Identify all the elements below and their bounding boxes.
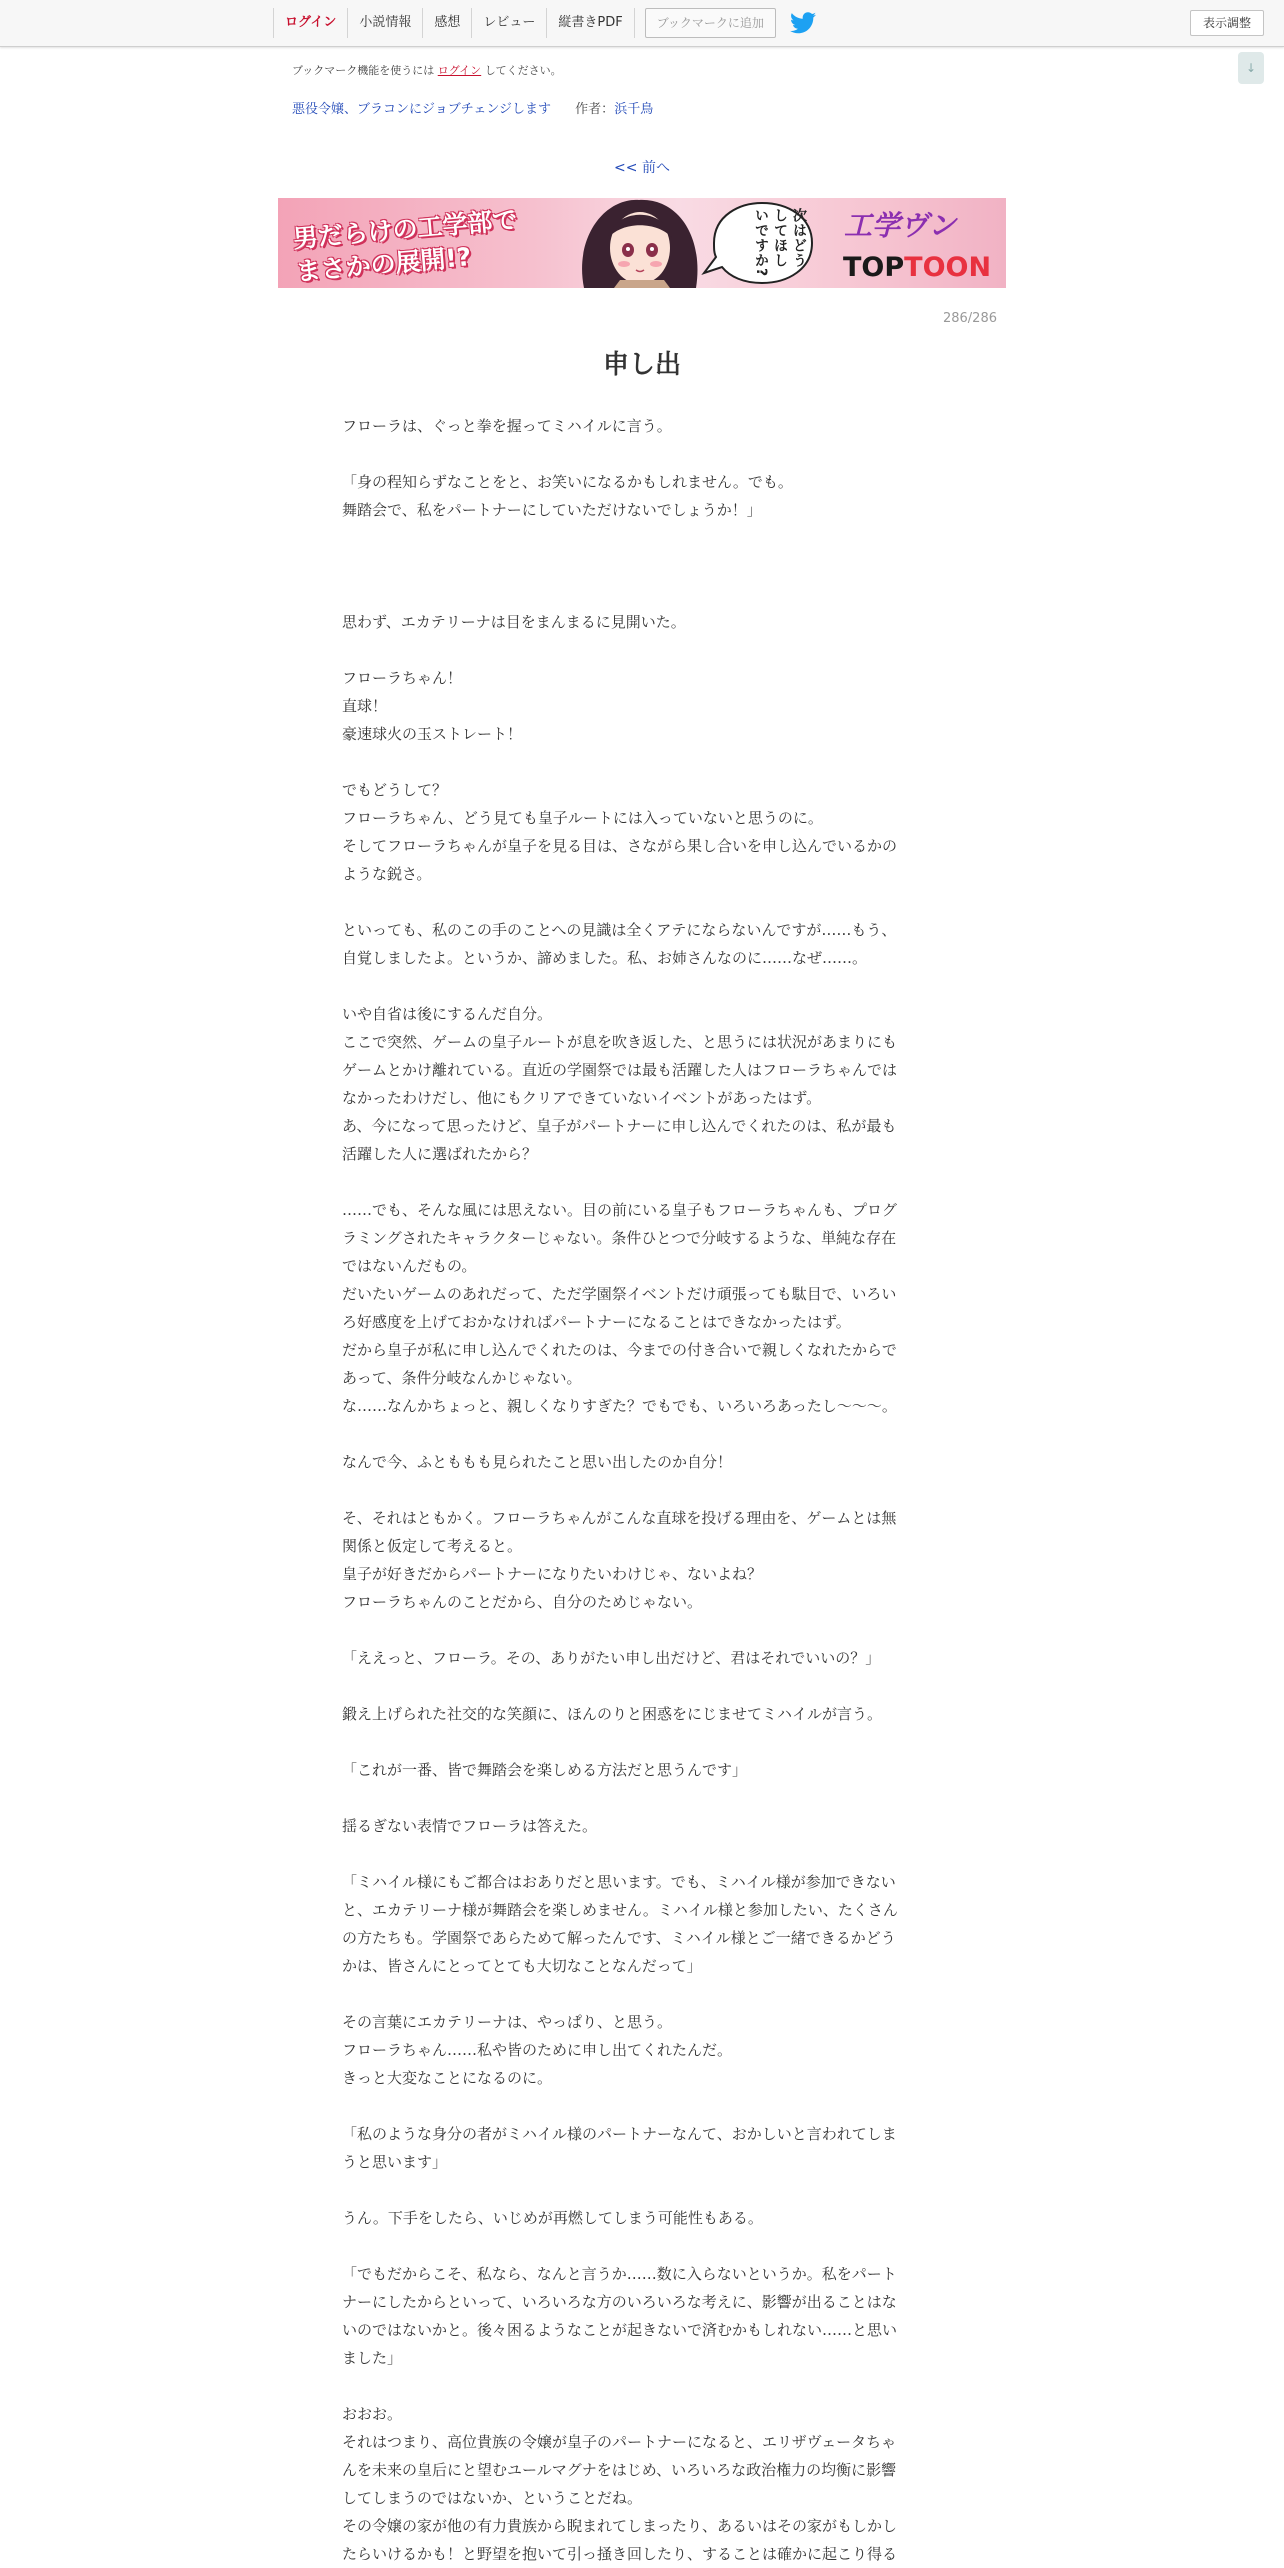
body-text-line: その言葉にエカテリーナは、やっぱり、と思う。 <box>342 2013 673 2031</box>
bookmark-add-button[interactable]: ブックマークに追加 <box>645 8 776 38</box>
banner-headline <box>292 202 537 288</box>
body-blank-line <box>342 636 942 664</box>
toptoon-logo-toon: TOON <box>904 252 992 283</box>
login-link[interactable]: ログイン <box>273 8 347 38</box>
page-counter: 286/286 <box>942 311 997 326</box>
body-text-line: なかったわけだし、他にもクリアできていないイベントがあったはず。 <box>342 1089 822 1107</box>
body-text-line: それはつまり、高位貴族の令嬢が皇子のパートナーになると、エリザヴェータちゃ <box>342 2433 897 2451</box>
body-text-line: たらいけるかも！と野望を抱いて引っ掻き回したり、することは確かに起こり得る <box>342 2545 898 2563</box>
banner-headline-line2: まさかの展開!? <box>294 242 473 287</box>
body-text-line: ろ好感度を上げておかなければパートナーになることはできなかったはず。 <box>342 1313 851 1331</box>
body-text-line: といっても、私のこの手のことへの見識は全くアテにならないんですが……もう、 <box>342 921 897 939</box>
author-label: 作者： <box>575 102 615 117</box>
body-text-line: 「ええっと、フローラ。その、ありがたい申し出だけど、君はそれでいいの？」 <box>342 1649 881 1667</box>
body-text-line: ような鋭さ。 <box>342 865 432 883</box>
body-blank-line <box>342 748 942 776</box>
body-text-line: うと思います」 <box>342 2153 448 2171</box>
novel-title-link[interactable]: 悪役令嬢、ブラコンにジョブチェンジします <box>292 102 552 117</box>
body-text-line: 「ミハイル様にもご都合はおありだと思います。でも、ミハイル様が参加できない <box>342 1873 896 1891</box>
chapter-title: 申し出 <box>602 350 681 380</box>
display-settings-button[interactable]: 表示調整 <box>1190 10 1264 36</box>
body-text-line: なんで今、ふとももも見られたこと思い出したのか自分！ <box>342 1453 733 1471</box>
body-text-line: きっと大変なことになるのに。 <box>342 2069 553 2087</box>
banner-bubble-text: 次はどうしてほしいですか? <box>753 208 807 278</box>
body-text-line: 「身の程知らずなことをと、お笑いになるかもしれません。でも。 <box>342 473 793 491</box>
body-blank-line <box>342 2176 942 2204</box>
body-text-line: 思わず、エカテリーナは目をまんまるに見開いた。 <box>342 613 686 631</box>
body-blank-line <box>342 1784 942 1812</box>
top-nav-menu <box>273 0 816 46</box>
body-blank-line <box>342 552 942 580</box>
body-text-line: の方たちも。学園祭であらためて解ったんです、ミハイル様とご一緒できるかどう <box>342 1929 896 1947</box>
body-text-line: 鍛え上げられた社交的な笑顔に、ほんのりと困惑をにじませてミハイルが言う。 <box>342 1705 883 1723</box>
author-link[interactable]: 浜千鳥 <box>614 102 654 117</box>
ad-banner[interactable] <box>278 198 1006 288</box>
notice-text-before: ブックマーク機能を使うには <box>292 64 435 77</box>
twitter-bird-icon[interactable] <box>790 12 816 34</box>
body-text-line: ……でも、そんな風には思えない。目の前にいる皇子もフローラちゃんも、プログ <box>342 1201 898 1219</box>
body-text-line: 直球！ <box>342 697 388 715</box>
banner-brand-title: 工学ヴン <box>844 209 957 242</box>
body-text-line: うん。下手をしたら、いじめが再燃してしまう可能性もある。 <box>342 2209 763 2227</box>
review-link[interactable]: レビュー <box>471 8 546 38</box>
body-blank-line <box>342 1840 942 1868</box>
scroll-down-tab[interactable]: ↓ <box>1238 52 1264 84</box>
body-text-line: してしまうのではないか、ということだね。 <box>342 2489 643 2507</box>
banner-character-image <box>564 198 714 288</box>
body-text-line: ではないんだもの。 <box>342 1257 477 1275</box>
body-blank-line <box>342 1420 942 1448</box>
body-text-line: おおお。 <box>342 2405 403 2423</box>
body-text-line: 「これが一番、皆で舞踏会を楽しめる方法だと思うんです」 <box>342 1761 748 1779</box>
body-text-line: そ、それはともかく。フローラちゃんがこんな直球を投げる理由を、ゲームとは無 <box>342 1509 897 1527</box>
body-text-line: 皇子が好きだからパートナーになりたいわけじゃ、ないよね？ <box>342 1565 763 1583</box>
body-blank-line <box>342 1672 942 1700</box>
body-text-line: フローラは、ぐっと拳を握ってミハイルに言う。 <box>342 417 672 435</box>
body-blank-line <box>342 1616 942 1644</box>
body-blank-line <box>342 580 942 608</box>
body-text-line: 活躍した人に選ばれたから？ <box>342 1145 538 1163</box>
body-blank-line <box>342 1168 942 1196</box>
prev-page-link[interactable]: << 前へ <box>614 160 670 176</box>
body-text-line: でもどうして？ <box>342 781 448 799</box>
body-text-line: いや自省は後にするんだ自分。 <box>342 1005 553 1023</box>
body-blank-line <box>342 2092 942 2120</box>
notice-login-link[interactable]: ログイン <box>437 64 482 77</box>
body-text-line: 自覚しましたよ。というか、諦めました。私、お姉さんなのに……なぜ……。 <box>342 949 868 967</box>
body-text-line: フローラちゃん、どう見ても皇子ルートには入っていないと思うのに。 <box>342 809 823 827</box>
body-text-line: ました」 <box>342 2349 403 2367</box>
toptoon-logo-top: TOP <box>843 252 905 283</box>
body-text-line: フローラちゃんのことだから、自分のためじゃない。 <box>342 1593 703 1611</box>
body-text-line: 舞踏会で、私をパートナーにしていただけないでしょうか！」 <box>342 501 762 519</box>
banner-headline-line1: 男だらけの工学部で <box>291 204 519 254</box>
novel-header <box>292 98 653 117</box>
impressions-link[interactable]: 感想 <box>422 8 471 38</box>
body-text-line: ナーにしたからといって、いろいろな方のいろいろな考えに、影響が出ることはな <box>342 2293 897 2311</box>
body-blank-line <box>342 1476 942 1504</box>
body-text-line: だから皇子が私に申し込んでくれたのは、今までの付き合いで親しくなれたからで <box>342 1341 897 1359</box>
body-text-line: ここで突然、ゲームの皇子ルートが息を吹き返した、と思うには状況があまりにも <box>342 1033 898 1051</box>
body-text-line: そしてフローラちゃんが皇子を見る目は、さながら果し合いを申し込んでいるかの <box>342 837 898 855</box>
body-text-line: 揺るぎない表情でフローラは答えた。 <box>342 1817 598 1835</box>
novel-info-link[interactable]: 小説情報 <box>347 8 422 38</box>
top-navigation-bar <box>0 0 1284 47</box>
toptoon-logo <box>843 252 991 283</box>
chapter-body <box>342 412 942 2568</box>
body-blank-line <box>342 1980 942 2008</box>
body-blank-line <box>342 2232 942 2260</box>
body-blank-line <box>342 440 942 468</box>
body-text-line: あって、条件分岐なんかじゃない。 <box>342 1369 582 1387</box>
body-text-line: 「私のような身分の者がミハイル様のパートナーなんて、おかしいと言われてしま <box>342 2125 897 2143</box>
body-text-line: と、エカテリーナ様が舞踏会を楽しめません。ミハイル様と参加したい、たくさん <box>342 1901 898 1919</box>
bookmark-login-notice <box>292 62 562 78</box>
body-text-line: 「でもだからこそ、私なら、なんと言うか……数に入らないというか。私をパート <box>342 2265 897 2283</box>
body-text-line: その令嬢の家が他の有力貴族から睨まれてしまったり、あるいはその家がもしかし <box>342 2517 898 2535</box>
body-text-line: かは、皆さんにとってとても大切なことなんだって」 <box>342 1957 702 1975</box>
body-blank-line <box>342 888 942 916</box>
vertical-pdf-link[interactable]: 縦書きPDF <box>546 8 634 38</box>
body-text-line: 関係と仮定して考えると。 <box>342 1537 523 1555</box>
body-text-line: フローラちゃん……私や皆のために申し出てくれたんだ。 <box>342 2041 733 2059</box>
body-text-line: だいたいゲームのあれだって、ただ学園祭イベントだけ頑張っても駄目で、いろい <box>342 1285 897 1303</box>
notice-text-after: してください。 <box>484 64 562 77</box>
body-text-line: な……なんかちょっと、親しくなりすぎた？でもでも、いろいろあったし〜〜〜。 <box>342 1397 897 1415</box>
body-blank-line <box>342 2372 942 2400</box>
body-blank-line <box>342 972 942 1000</box>
body-text-line: 豪速球火の玉ストレート！ <box>342 725 523 743</box>
body-text-line: んを未来の皇后にと望むユールマグナをはじめ、いろいろな政治権力の均衡に影響 <box>342 2461 897 2479</box>
body-blank-line <box>342 1728 942 1756</box>
body-text-line: ゲームとかけ離れている。直近の学園祭では最も活躍した人はフローラちゃんでは <box>342 1061 898 1079</box>
body-text-line: あ、今になって思ったけど、皇子がパートナーに申し込んでくれたのは、私が最も <box>342 1117 897 1135</box>
body-text-line: いのではないかと。後々困るようなことが起きないで済むかもしれない……と思い <box>342 2321 898 2339</box>
body-blank-line <box>342 524 942 552</box>
body-text-line: ラミングされたキャラクターじゃない。条件ひとつで分岐するような、単純な存在 <box>342 1229 897 1247</box>
body-text-line: フローラちゃん！ <box>342 669 463 687</box>
